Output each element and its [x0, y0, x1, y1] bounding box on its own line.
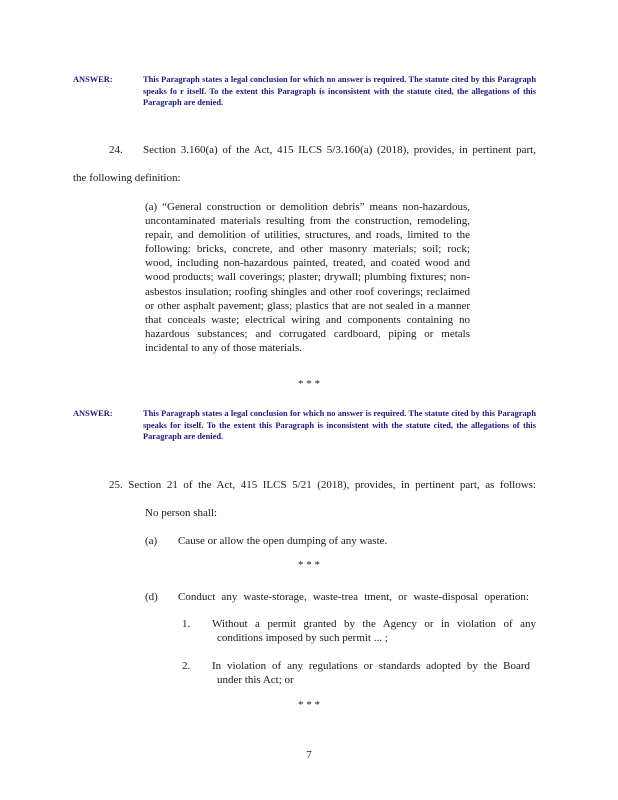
sub-item-2-text-cont: under this Act; or — [217, 674, 294, 686]
paragraph-24-text: Section 3.160(a) of the Act, 415 ILCS 5/3.160(a) (2018), provides, in pertinent part, — [143, 144, 536, 156]
sub-item-2-label: 2. — [182, 660, 191, 672]
item-a-text: Cause or allow the open dumping of any waste. — [178, 535, 388, 547]
no-person-text: No person shall: — [145, 507, 218, 519]
answer-label: ANSWER: — [73, 75, 113, 84]
sub-item-2-text: In violation of any regulations or standards adopted by the Board — [212, 660, 530, 672]
paragraph-number-24: 24. — [109, 144, 123, 156]
item-d-text: Conduct any waste-storage, waste-trea tment, or waste-disposal operation: — [178, 591, 529, 603]
ellipsis-stars: * * * — [298, 559, 320, 571]
answer-text: This Paragraph states a legal conclusion for which no answer is required. The statute cited by this Paragraph speaks fo r itself. To the extent this Paragraph is inconsistent with the statute cited, the allegations of this Paragraph are denied. — [143, 75, 536, 108]
page-number: 7 — [306, 749, 312, 761]
sub-item-1-text: Without a permit granted by the Agency or in violation of any — [212, 618, 536, 630]
ellipsis-stars: * * * — [298, 699, 320, 711]
sub-item-1-label: 1. — [182, 618, 191, 630]
paragraph-24-text-cont: the following definition: — [73, 172, 181, 184]
definition-quote: (a) “General construction or demolition debris” means non-hazardous, uncontaminated materials resulting from the construction, remodeling, repair, and demolition of utilities, structures, and roads, limited to the following: bricks, concrete, and other masonry materials; soil; rock; wood, including non-hazardous painted, treated, and coated wood and wood products; wall coverings; plaster; drywall; plumbing fixtures; non-asbestos insulation; roofing shingles and other roof coverings; reclaimed or other asphalt pavement; glass; plastics that are not sealed in a manner that conceals waste; electrical wiring and components containing no hazardous substances; and corrugated cardboard, piping or metals incidental to any of those materials. — [145, 201, 470, 354]
sub-item-1-text-cont: conditions imposed by such permit ... ; — [217, 632, 388, 644]
paragraph-25-text: 25. Section 21 of the Act, 415 ILCS 5/21 (2018), provides, in pertinent part, as follows: — [109, 479, 536, 491]
answer-text: This Paragraph states a legal conclusion for which no answer is required. The statute cited by this Paragraph speaks for itself. To the extent this Paragraph is inconsistent with the statute cited, the allegations of this Paragraph are denied. — [143, 409, 536, 442]
item-a-label: (a) — [145, 535, 158, 547]
item-d-label: (d) — [145, 591, 158, 603]
answer-label: ANSWER: — [73, 409, 113, 418]
ellipsis-stars: * * * — [298, 378, 320, 390]
